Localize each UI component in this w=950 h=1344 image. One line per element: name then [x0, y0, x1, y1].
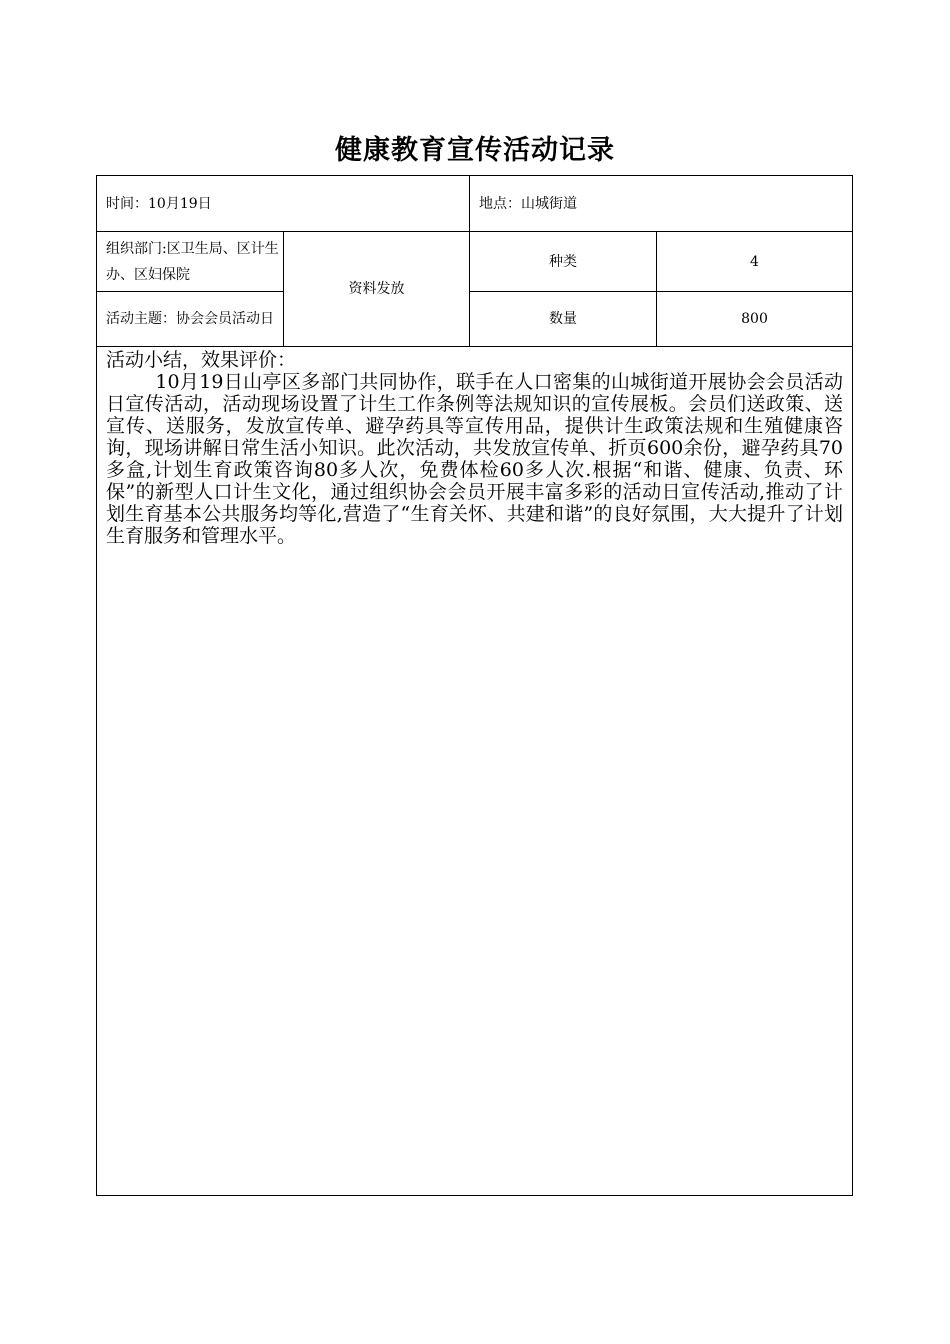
table-row [97, 232, 853, 292]
summary-heading: 活动小结，效果评价： [106, 349, 297, 371]
quantity-label-cell: 数量 [470, 292, 657, 347]
summary-cell [97, 347, 853, 1196]
organizer-cell: 组织部门:区卫生局、区计生办、区妇保院 [97, 232, 284, 292]
quantity-value-cell: 800 [657, 292, 853, 347]
time-cell: 时间：10月19日 [97, 176, 470, 232]
theme-cell: 活动主题：协会会员活动日 [97, 292, 284, 347]
kind-value-cell: 4 [657, 232, 853, 292]
location-cell: 地点：山城街道 [470, 176, 853, 232]
page-title: 健康教育宣传活动记录 [335, 135, 615, 166]
table-row [97, 292, 853, 347]
record-table [96, 175, 853, 1196]
kind-label-cell: 种类 [470, 232, 657, 292]
table-row [97, 176, 853, 232]
material-cell: 资料发放 [284, 232, 470, 347]
table-row [97, 347, 853, 1196]
summary-body: 10月19日山亭区多部门共同协作，联手在人口密集的山城街道开展协会会员活动日宣传活动，活动现场设置了计生工作条例等法规知识的宣传展板。会员们送政策、送宣传、送服务，发放宣传单、避孕药具等宣传用品，提供计生政策法规和生殖健康咨询，现场讲解日常生活小知识。此次活动，共发放宣传单、折页600余份，避孕药具70多盒,计划生育政策咨询80多人次，免费体检60多人次.根据“和谐、健康、负责、环保”的新型人口计生文化，通过组织协会会员开展丰富多彩的活动日宣传活动,推动了计划生育基本公共服务均等化,营造了“生育关怀、共建和谐”的良好氛围，大大提升了计划生育服务和管理水平。 [106, 371, 844, 547]
